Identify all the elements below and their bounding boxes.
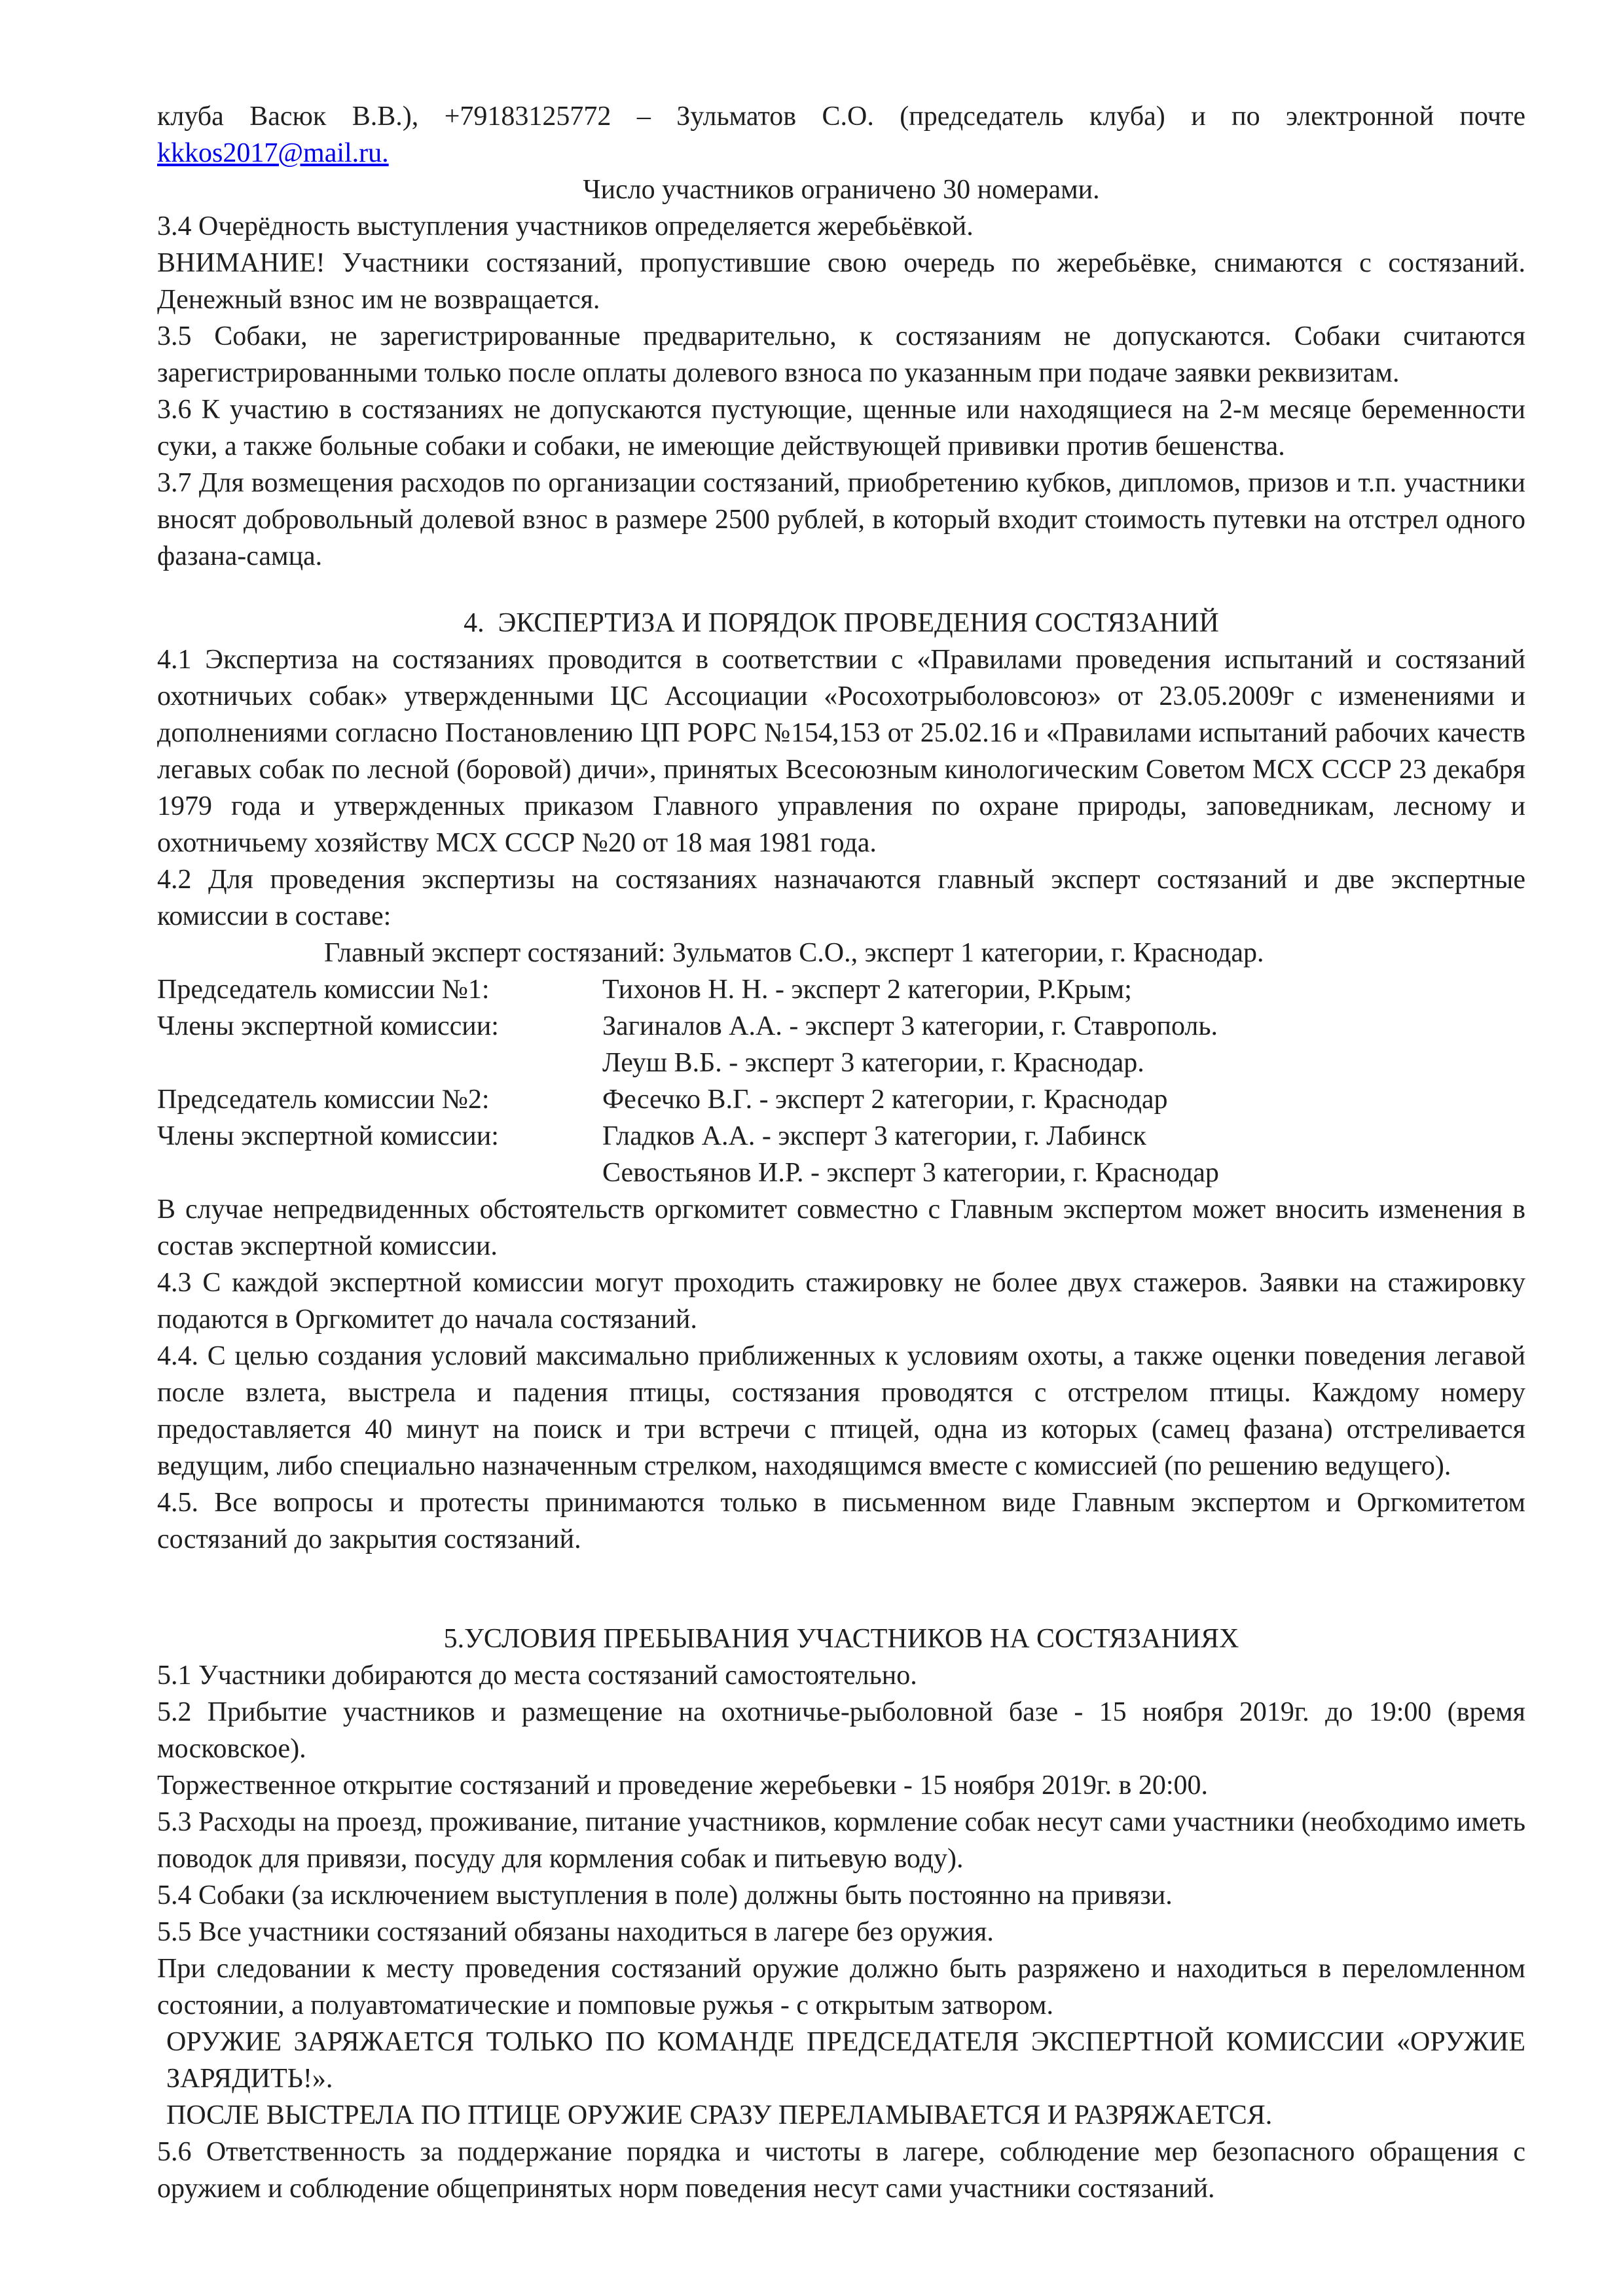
email-link[interactable]: kkkos2017@mail.ru. bbox=[157, 138, 389, 168]
paragraph-3-6: 3.6 К участию в состязаниях не допускаются пустующие, щенные или находящиеся на 2-м месяце беременности суки, а также больные собаки и собаки, не имеющие действующей прививки против бешенства. bbox=[157, 395, 1525, 461]
commission-role-label: Члены экспертной комиссии: bbox=[157, 1011, 499, 1041]
commission-role-label: Председатель комиссии №2: bbox=[157, 1085, 490, 1115]
contact-text: клуба Васюк В.В.), +79183125772 – Зульматов С.О. (председатель клуба) и по электронной почте bbox=[157, 101, 1525, 132]
paragraph-5-1: 5.1 Участники добираются до места состязаний самостоятельно. bbox=[157, 1660, 917, 1691]
section-4-heading: 4. ЭКСПЕРТИЗА И ПОРЯДОК ПРОВЕДЕНИЯ СОСТЯЗАНИЙ bbox=[464, 608, 1219, 638]
commission-member-value: Загиналов А.А. - эксперт 3 категории, г. Ставрополь. bbox=[602, 1011, 1218, 1041]
table-row bbox=[157, 1155, 1525, 1191]
table-row bbox=[157, 1081, 1525, 1118]
commission-member-value: Гладков А.А. - эксперт 3 категории, г. Лабинск bbox=[602, 1121, 1146, 1151]
commission-member-value: Фесечко В.Г. - эксперт 2 категории, г. Краснодар bbox=[602, 1085, 1168, 1115]
paragraph-3-4: 3.4 Очерёдность выступления участников определяется жеребьёвкой. bbox=[157, 211, 974, 242]
paragraph-commission-changes: В случае непредвиденных обстоятельств оргкомитет совместно с Главным экспертом может вносить изменения в состав экспертной комиссии. bbox=[157, 1194, 1525, 1261]
commission-role-label bbox=[157, 1155, 602, 1191]
paragraph-opening-ceremony: Торжественное открытие состязаний и проведение жеребьевки - 15 ноября 2019г. в 20:00. bbox=[157, 1770, 1209, 1801]
table-row bbox=[157, 1118, 1525, 1155]
paragraph-4-1: 4.1 Экспертиза на состязаниях проводится в соответствии с «Правилами проведения испытаний и состязаний охотничьих собак» утвержденными ЦС Ассоциации «Росохотрыболовсоюз» от 23.05.2009г с изменениями и дополнениями согласно Постановлению ЦП РОРС №154,153 от 25.02.16 и «Правилами испытаний рабочих качеств легавых собак по лесной (боровой) дичи», принятых Всесоюзным кинологическим Советом МСХ СССР 23 декабря 1979 года и утвержденных приказом Главного управления по охране природы, заповедникам, лесному и охотничьему хозяйству МСХ СССР №20 от 18 мая 1981 года. bbox=[157, 645, 1525, 858]
paragraph-4-2: 4.2 Для проведения экспертизы на состязаниях назначаются главный эксперт состязаний и две экспертные комиссии в составе: bbox=[157, 865, 1525, 931]
table-row bbox=[157, 1008, 1525, 1045]
commission-role-label: Председатель комиссии №1: bbox=[157, 975, 490, 1005]
participants-limit-note: Число участников ограничено 30 номерами. bbox=[583, 175, 1100, 205]
paragraph-contact bbox=[157, 98, 1525, 171]
paragraph-4-5: 4.5. Все вопросы и протесты принимаются только в письменном виде Главным экспертом и Оргкомитетом состязаний до закрытия состязаний. bbox=[157, 1488, 1525, 1554]
commission-member-value: Севостьянов И.Р. - эксперт 3 категории, г. Краснодар bbox=[602, 1158, 1219, 1188]
paragraph-attention: ВНИМАНИЕ! Участники состязаний, пропустившие свою очередь по жеребьёвке, снимаются с состязаний. Денежный взнос им не возвращается. bbox=[157, 248, 1525, 315]
paragraph-4-4: 4.4. С целью создания условий максимально приближенных к условиям охоты, а также оценки поведения легавой после взлета, выстрела и падения птицы, состязания проводятся с отстрелом птицы. Каждому номеру предоставляется 40 минут на поиск и три встречи с птицей, одна из которых (самец фазана) отстреливается ведущим, либо специально назначенным стрелком, находящимся вместе с комиссией (по решению ведущего). bbox=[157, 1341, 1525, 1481]
paragraph-5-2: 5.2 Прибытие участников и размещение на охотничье-рыболовной базе - 15 ноября 2019г. до 19:00 (время московское). bbox=[157, 1697, 1525, 1764]
paragraph-weapon-carry: При следовании к месту проведения состязаний оружие должно быть разряжено и находиться в переломленном состоянии, а полуавтоматические и помповые ружья - с открытым затвором. bbox=[157, 1954, 1525, 2020]
paragraph-3-7: 3.7 Для возмещения расходов по организации состязаний, приобретению кубков, дипломов, призов и т.п. участники вносят добровольный долевой взнос в размере 2500 рублей, в который входит стоимость путевки на отстрел одного фазана-самца. bbox=[157, 468, 1525, 571]
paragraph-5-6: 5.6 Ответственность за поддержание порядка и чистоты в лагере, соблюдение мер безопасного обращения с оружием и соблюдение общепринятых норм поведения несут сами участники состязаний. bbox=[157, 2137, 1525, 2204]
paragraph-weapon-unload-rule: ПОСЛЕ ВЫСТРЕЛА ПО ПТИЦЕ ОРУЖИЕ СРАЗУ ПЕРЕЛАМЫВАЕТСЯ И РАЗРЯЖАЕТСЯ. bbox=[166, 2100, 1273, 2130]
paragraph-weapon-load-rule: ОРУЖИЕ ЗАРЯЖАЕТСЯ ТОЛЬКО ПО КОМАНДЕ ПРЕДСЕДАТЕЛЯ ЭКСПЕРТНОЙ КОМИССИИ «ОРУЖИЕ ЗАРЯДИТЬ!». bbox=[166, 2027, 1525, 2094]
commission-table bbox=[157, 971, 1525, 1191]
commission-role-label bbox=[157, 1045, 602, 1081]
section-5-heading: 5.УСЛОВИЯ ПРЕБЫВАНИЯ УЧАСТНИКОВ НА СОСТЯЗАНИЯХ bbox=[443, 1624, 1239, 1654]
commission-role-label: Члены экспертной комиссии: bbox=[157, 1121, 499, 1151]
chief-expert-line: Главный эксперт состязаний: Зульматов С.О., эксперт 1 категории, г. Краснодар. bbox=[324, 938, 1264, 968]
table-row bbox=[157, 1045, 1525, 1081]
paragraph-4-3: 4.3 С каждой экспертной комиссии могут проходить стажировку не более двух стажеров. Заявки на стажировку подаются в Оргкомитет до начала состязаний. bbox=[157, 1268, 1525, 1335]
paragraph-5-5: 5.5 Все участники состязаний обязаны находиться в лагере без оружия. bbox=[157, 1917, 994, 1947]
table-row bbox=[157, 971, 1525, 1008]
paragraph-5-3: 5.3 Расходы на проезд, проживание, питание участников, кормление собак несут сами участники (необходимо иметь поводок для привязи, посуду для кормления собак и питьевую воду). bbox=[157, 1807, 1525, 1874]
paragraph-3-5: 3.5 Собаки, не зарегистрированные предварительно, к состязаниям не допускаются. Собаки считаются зарегистрированными только после оплаты долевого взноса по указанным при подаче заявки реквизитам. bbox=[157, 321, 1525, 388]
commission-member-value: Леуш В.Б. - эксперт 3 категории, г. Краснодар. bbox=[602, 1048, 1144, 1078]
paragraph-5-4: 5.4 Собаки (за исключением выступления в поле) должны быть постоянно на привязи. bbox=[157, 1880, 1173, 1910]
commission-member-value: Тихонов Н. Н. - эксперт 2 категории, Р.Крым; bbox=[602, 975, 1132, 1005]
